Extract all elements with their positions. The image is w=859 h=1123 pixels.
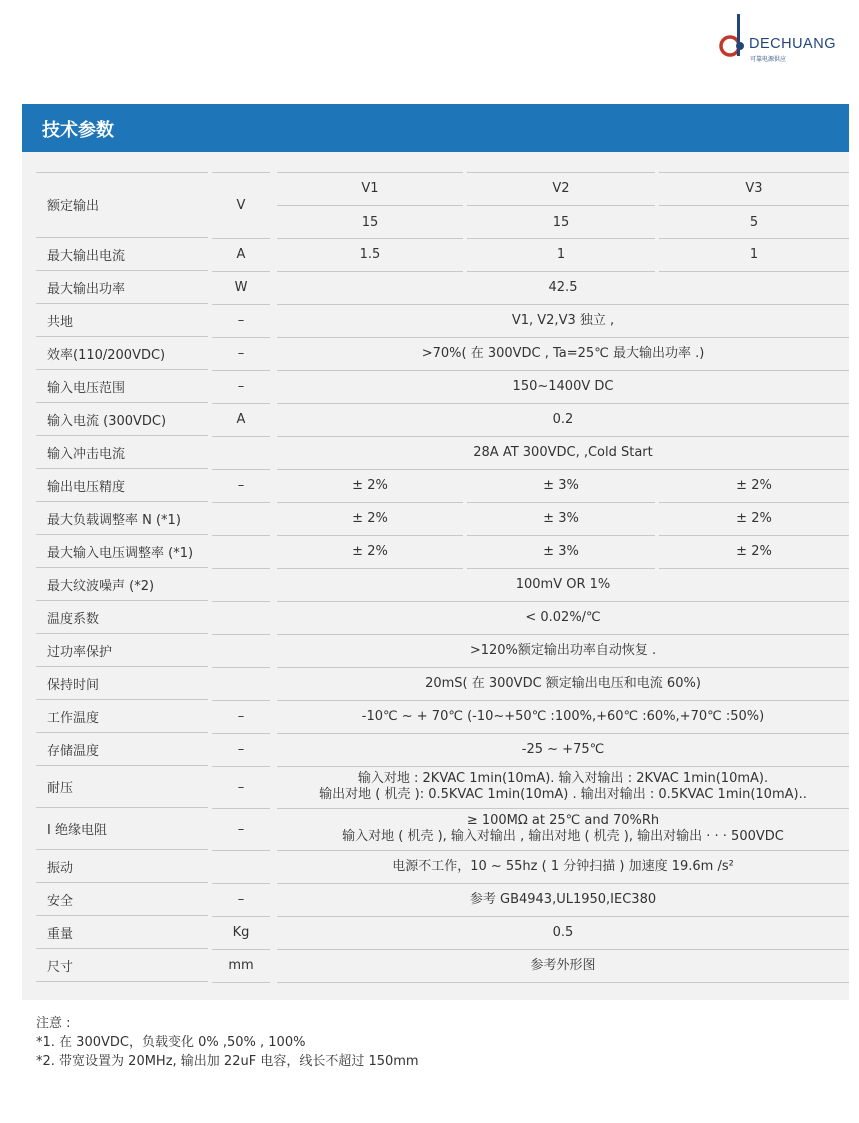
section-header — [22, 104, 849, 152]
row-label: 输入电压范围 — [36, 370, 208, 403]
table-row — [36, 535, 849, 568]
brand-name: DECHUANG — [749, 36, 836, 52]
row-value — [277, 436, 849, 470]
row-label: 最大纹波噪声 (*2) — [36, 568, 208, 601]
row-unit: – — [212, 370, 270, 404]
row-label: 尺寸 — [36, 949, 208, 982]
row-value — [277, 949, 849, 983]
row-unit — [212, 436, 270, 470]
row-label: 保持时间 — [36, 667, 208, 700]
note-item: *1. 在 300VDC，负载变化 0% ,50% , 100% — [36, 1035, 306, 1050]
row-value-v3: ± 2% — [659, 469, 849, 503]
row-label: 耐压 — [36, 766, 208, 808]
row-value-line: 100mV OR 1% — [515, 576, 611, 592]
row-unit — [212, 568, 270, 602]
row-unit: – — [212, 733, 270, 767]
table-row — [36, 883, 849, 916]
row-value-line: -10℃ ~ + 70℃ (-10~+50℃ :100%,+60℃ :60%,+70℃ :50%) — [361, 708, 765, 724]
row-unit — [212, 502, 270, 536]
row-value-v1: ± 2% — [277, 469, 463, 503]
row-label: 安全 — [36, 883, 208, 916]
row-value-line: >70%( 在 300VDC , Ta=25℃ 最大输出功率 .) — [421, 345, 705, 361]
row-value — [277, 700, 849, 734]
row-value-line: -25 ~ +75℃ — [521, 741, 605, 757]
row-value — [277, 733, 849, 767]
row-unit — [212, 535, 270, 569]
row-value-line: V1, V2,V3 独立 , — [511, 312, 615, 328]
row-value — [277, 850, 849, 884]
row-value — [277, 667, 849, 701]
row-value-line: >120%额定输出功率自动恢复 . — [469, 642, 657, 658]
row-value-line: 150~1400V DC — [512, 378, 614, 394]
row-unit: – — [212, 469, 270, 503]
row-value-line: 0.2 — [552, 411, 574, 427]
row-label: 工作温度 — [36, 700, 208, 733]
row-value-v1: ± 2% — [277, 535, 463, 569]
row-value — [277, 601, 849, 635]
table-row — [36, 733, 849, 766]
row-unit: – — [212, 304, 270, 338]
row-value-line: ≥ 100MΩ at 25℃ and 70%Rh — [466, 813, 660, 828]
row-label: 重量 — [36, 916, 208, 949]
row-unit: – — [212, 808, 270, 851]
table-row — [36, 337, 849, 370]
channel-voltage-row — [36, 206, 849, 238]
row-value-line: 输入对地 : 2KVAC 1min(10mA). 输入对输出 : 2KVAC 1min(10mA). — [357, 771, 769, 786]
row-value — [277, 883, 849, 917]
row-value — [277, 403, 849, 437]
row-value-line: 输出对地 ( 机壳 ): 0.5KVAC 1min(10mA) . 输出对输出 : 0.5KVAC 1min(10mA).. — [319, 787, 807, 802]
table-row — [36, 766, 849, 808]
row-value-v3: 1 — [659, 238, 849, 272]
table-row — [36, 271, 849, 304]
section-title: 技术参数 — [42, 120, 114, 141]
table-row — [36, 634, 849, 667]
row-value-line: 20mS( 在 300VDC 额定输出电压和电流 60%) — [425, 675, 701, 691]
row-value — [277, 370, 849, 404]
row-value — [277, 304, 849, 338]
table-row — [36, 850, 849, 883]
table-row — [36, 667, 849, 700]
row-label: 最大负载调整率 N (*1) — [36, 502, 208, 535]
row-label: 输入电流 (300VDC) — [36, 403, 208, 436]
channel-v1-voltage: 15 — [277, 206, 463, 239]
row-label: 振动 — [36, 850, 208, 883]
row-value-line: 参考 GB4943,UL1950,IEC380 — [469, 891, 657, 907]
row-unit — [212, 850, 270, 884]
row-value-v2: ± 3% — [467, 535, 655, 569]
row-unit: – — [212, 337, 270, 371]
table-row — [36, 370, 849, 403]
row-label: 最大输入电压调整率 (*1) — [36, 535, 208, 568]
row-value — [277, 568, 849, 602]
row-value-line: 电源不工作，10 ~ 55hz ( 1 分钟扫描 ) 加速度 19.6m /s² — [392, 858, 734, 874]
row-value — [277, 916, 849, 950]
row-label: 额定输出 — [36, 172, 208, 238]
row-label: 温度系数 — [36, 601, 208, 634]
row-label: 存储温度 — [36, 733, 208, 766]
row-unit: A — [212, 403, 270, 437]
channel-v2-label: V2 — [467, 172, 655, 206]
row-value — [277, 337, 849, 371]
channel-v3-voltage: 5 — [659, 206, 849, 239]
table-row — [36, 700, 849, 733]
notes-title: 注意 : — [36, 1016, 71, 1031]
row-label: I 绝缘电阻 — [36, 808, 208, 850]
row-value-line: 参考外形图 — [530, 957, 596, 973]
channel-v3-label: V3 — [659, 172, 849, 206]
notes — [36, 1014, 419, 1071]
row-value — [277, 766, 849, 809]
row-unit: – — [212, 766, 270, 809]
row-label: 输出电压精度 — [36, 469, 208, 502]
row-unit — [212, 667, 270, 701]
row-unit: A — [212, 238, 270, 272]
table-row — [36, 949, 849, 982]
row-value-line: < 0.02%/℃ — [525, 609, 601, 625]
note-item: *2. 带宽设置为 20MHz, 输出加 22uF 电容，线长不超过 150mm — [36, 1054, 419, 1069]
row-value-v2: 1 — [467, 238, 655, 272]
table-row — [36, 502, 849, 535]
row-value-line: 0.5 — [552, 924, 574, 940]
row-label: 过功率保护 — [36, 634, 208, 667]
channel-v1-label: V1 — [277, 172, 463, 206]
brand-tagline: 可靠电源供应 — [750, 56, 787, 63]
row-value-line: 42.5 — [548, 279, 578, 295]
table-row — [36, 238, 849, 271]
table-row — [36, 808, 849, 850]
row-unit: V — [212, 172, 270, 239]
row-label: 最大输出电流 — [36, 238, 208, 271]
row-unit — [212, 601, 270, 635]
row-unit: mm — [212, 949, 270, 983]
channel-header-row — [36, 172, 849, 205]
row-unit — [212, 634, 270, 668]
row-unit: Kg — [212, 916, 270, 950]
row-value-line: 28A AT 300VDC, ,Cold Start — [473, 444, 653, 460]
table-row — [36, 403, 849, 436]
table-row — [36, 916, 849, 949]
table-row — [36, 469, 849, 502]
row-value — [277, 634, 849, 668]
row-value-v3: ± 2% — [659, 535, 849, 569]
table-row — [36, 601, 849, 634]
row-label: 输入冲击电流 — [36, 436, 208, 469]
row-value-v2: ± 3% — [467, 502, 655, 536]
row-value — [277, 271, 849, 305]
brand-logo — [716, 14, 852, 64]
row-label: 效率(110/200VDC) — [36, 337, 208, 370]
table-row — [36, 436, 849, 469]
channel-v2-voltage: 15 — [467, 206, 655, 239]
row-unit: – — [212, 883, 270, 917]
row-value-v2: ± 3% — [467, 469, 655, 503]
row-unit: – — [212, 700, 270, 734]
row-value — [277, 808, 849, 851]
table-row — [36, 304, 849, 337]
table-row — [36, 568, 849, 601]
row-value-v1: ± 2% — [277, 502, 463, 536]
row-value-v1: 1.5 — [277, 238, 463, 272]
row-value-v3: ± 2% — [659, 502, 849, 536]
row-value-line: 输入对地 ( 机壳 ), 输入对输出 , 输出对地 ( 机壳 ), 输出对输出 · · · 500VDC — [342, 829, 784, 844]
row-label: 最大输出功率 — [36, 271, 208, 304]
row-label: 共地 — [36, 304, 208, 337]
row-unit: W — [212, 271, 270, 305]
